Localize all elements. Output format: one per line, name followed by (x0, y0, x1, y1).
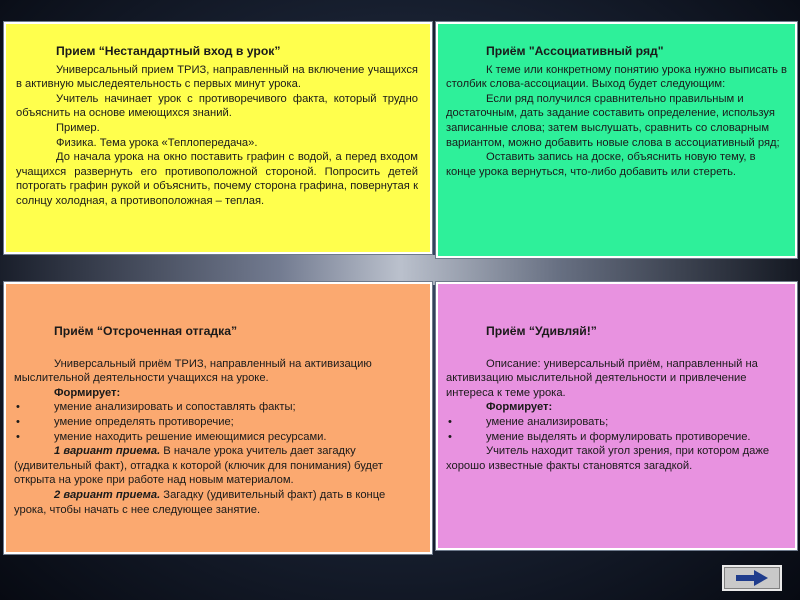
variant-label: 2 вариант приема. (54, 488, 161, 501)
list-item-text: умение находить решение имеющимися ресурсами. (54, 430, 327, 443)
list-item-text: умение анализировать; (486, 415, 609, 428)
card-paragraph: Пример. (56, 121, 100, 134)
bullet-icon: • (16, 430, 20, 443)
variant-text: В начале урока учитель дает загадку (удивительный факт), отгадка к которой (ключик для понимания) будет открыта на уроке при работе над новым материалом. (14, 445, 383, 487)
bullet-icon: • (448, 430, 452, 443)
forms-label: Формирует: (486, 401, 553, 414)
card-paragraph: К теме или конкретному понятию урока нужно выписать в столбик слова-ассоциации. Выход будет следующим: (446, 63, 787, 91)
card-paragraph: Описание: универсальный приём, направленный на активизацию мыслительной деятельности и привлечение интереса к теме урока. (446, 357, 758, 399)
list-item-text: умение анализировать и сопоставлять факты; (54, 401, 296, 414)
spacer (14, 343, 420, 357)
list-item (14, 415, 420, 430)
card-paragraph: Учитель находит такой угол зрения, при котором даже хорошо известные факты становятся загадкой. (446, 445, 770, 472)
list-item (14, 430, 420, 445)
card-title: Приём "Ассоциативный ряд" (486, 44, 664, 58)
card-paragraph: До начала урока на окно поставить графин с водой, а перед входом учащихся развернуть его противоположной стороной. Попросить детей потрогать графин рукой и объяснить, почему сторона графина, повернутая к солнцу холодная, а противоположная – теплая. (16, 151, 418, 207)
card-title: Приём “Удивляй!” (486, 324, 597, 338)
list-item-text: умение определять противоречие; (54, 415, 234, 428)
card-nonstandard-entry (4, 22, 432, 254)
skills-list (446, 415, 787, 444)
arrow-right-icon (732, 569, 772, 587)
variant-text: Загадку (удивительный факт) дать в конце урока, чтобы начать с нее следующее занятие. (14, 488, 386, 516)
card-title: Прием “Нестандартный вход в урок” (56, 44, 281, 58)
variant-paragraph (14, 444, 420, 488)
list-item (446, 415, 787, 430)
card-delayed-answer (4, 282, 432, 554)
skills-list (14, 400, 420, 444)
space-background-band (0, 255, 800, 285)
list-item (14, 400, 420, 415)
card-paragraph: Оставить запись на доске, объяснить новую тему, в конце урока вернуться, что-либо добавить или стереть. (446, 151, 756, 178)
variant-paragraph (14, 488, 420, 517)
spacer (446, 343, 787, 357)
card-surprise (436, 282, 797, 550)
card-title: Приём “Отсроченная отгадка” (54, 324, 238, 338)
card-paragraph: Если ряд получился сравнительно правильным и достаточным, дать задание составить определение, используя записанные слова; затем выслушать, сравнить со словарным вариантом, можно добавить новые слова в ассоциативный ряд; (446, 92, 780, 149)
list-item (446, 430, 787, 445)
bullet-icon: • (448, 415, 452, 428)
bullet-icon: • (16, 415, 20, 428)
next-slide-button[interactable] (722, 565, 782, 591)
bullet-icon: • (16, 401, 20, 414)
card-paragraph: Универсальный прием ТРИЗ, направленный на включение учащихся в активную мыследеятельность с первых минут урока. (16, 63, 418, 91)
card-associative-row (436, 22, 797, 258)
card-paragraph: Универсальный приём ТРИЗ, направленный на активизацию мыслительной деятельности учащихся на уроке. (14, 357, 372, 385)
variant-label: 1 вариант приема. (54, 445, 161, 458)
card-paragraph: Физика. Тема урока «Теплопередача». (56, 136, 258, 149)
forms-label: Формирует: (54, 386, 121, 399)
list-item-text: умение выделять и формулировать противоречие. (486, 430, 751, 443)
card-paragraph: Учитель начинает урок с противоречивого факта, который трудно объяснить на основе имеющихся знаний. (16, 92, 418, 120)
